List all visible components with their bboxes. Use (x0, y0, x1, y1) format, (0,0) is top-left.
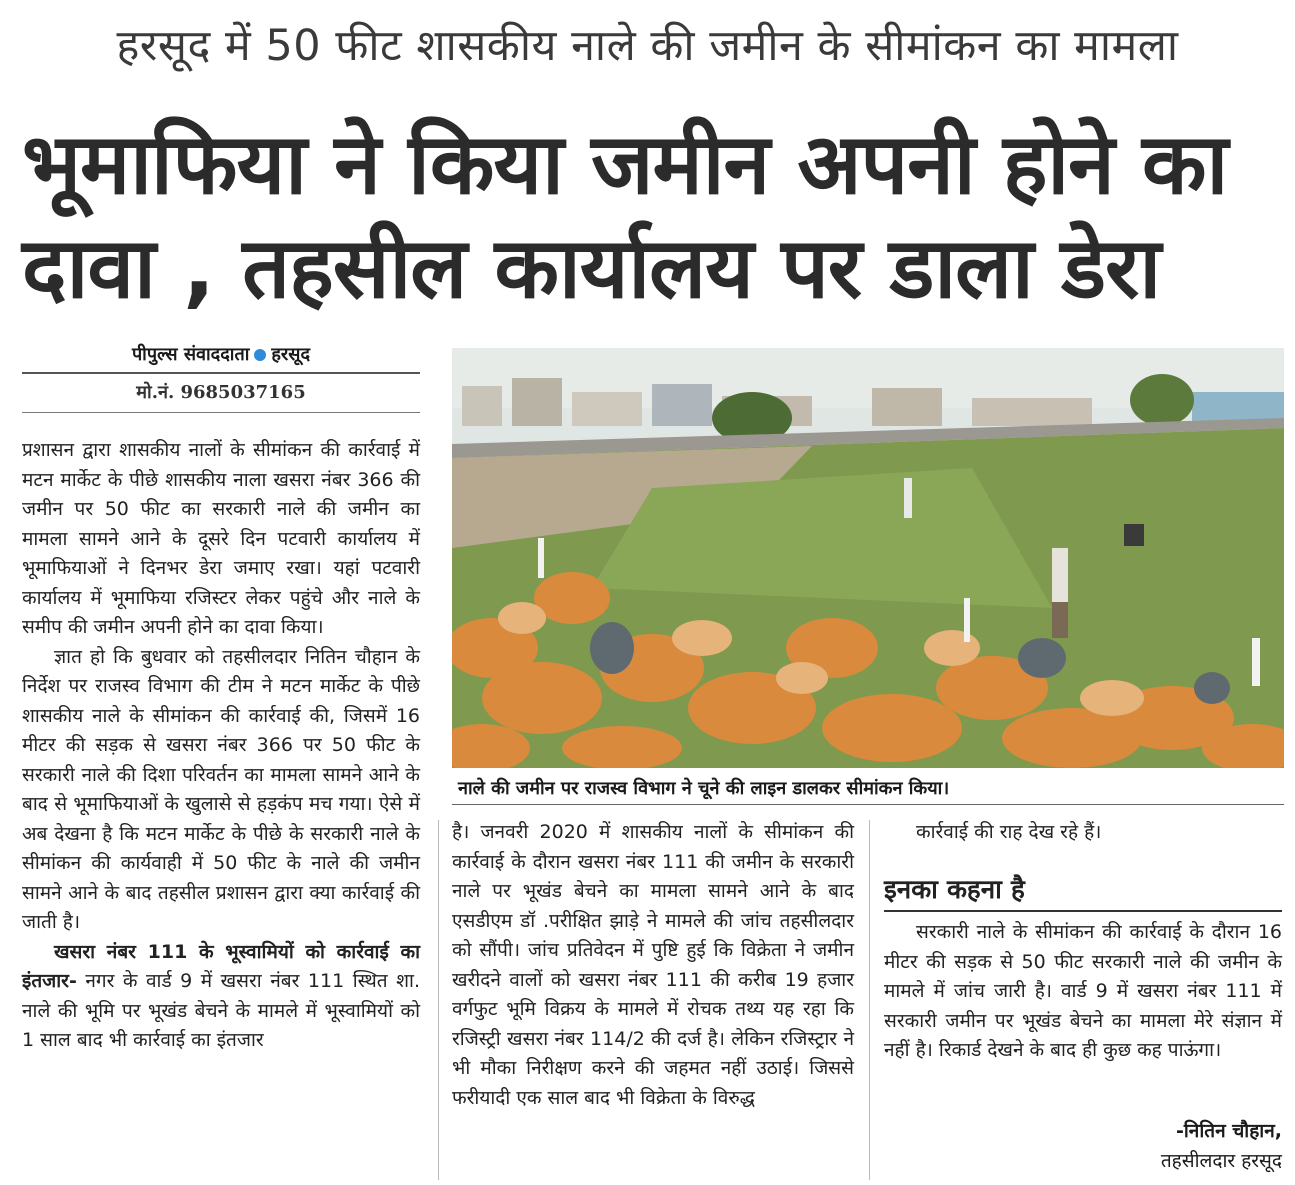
article-column-2 (452, 818, 854, 1113)
paragraph-text: नगर के वार्ड 9 में खसरा नंबर 111 स्थित शा. नाले की भूमि पर भूखंड बेचने के मामले में भूस्वामियों को 1 साल बाद भी कार्रवाई का इंतजार (22, 970, 420, 1051)
headline-line-2: दावा , तहसील कार्यालय पर डाला डेरा (22, 219, 1161, 317)
paragraph: कार्रवाई की राह देख रहे हैं। (916, 821, 1102, 843)
article-column-1 (22, 436, 420, 1056)
headline-line-1: भूमाफिया ने किया जमीन अपनी होने का (22, 115, 1228, 213)
quote-signature-title: तहसीलदार हरसूद (1160, 1150, 1282, 1172)
paragraph: है। जनवरी 2020 में शासकीय नालों के सीमांकन की कार्रवाई के दौरान खसरा नंबर 111 की जमीन के सरकारी नाले पर भूखंड बेचने का मामला सामने आने के बाद एसडीएम डॉ .परीक्षित झाड़े ने मामले की जांच तहसीलदार को सौंपी। जांच प्रतिवेदन में पुष्टि हुई कि विक्रेता ने जमीन खरीदने वालों को खसरा नंबर 111 की करीब 19 हजार वर्गफुट भूमि विक्रय के मामले में रोचक तथ्य यह रहा कि रजिस्ट्री खसरा नंबर 114/2 की दर्ज है। लेकिन रजिस्ट्रार ने भी मौका निरीक्षण करने की जहमत नहीं उठाई। जिससे फरीयादी एक साल बाद भी विक्रेता के विरुद्ध (452, 821, 854, 1109)
field-with-rocks-photo (452, 348, 1284, 768)
reporter-name: पीपुल्स संवाददाता (131, 344, 250, 365)
quote-text: सरकारी नाले के सीमांकन की कार्रवाई के दौरान 16 मीटर की सड़क से 50 फीट सरकारी नाले की जमीन के मामले में जांच जारी है। वार्ड 9 में खसरा नंबर 111 में सरकारी जमीन पर भूखंड बेचने का मामला मेरे संज्ञान में नहीं है। रिकार्ड देखने के बाद ही कुछ कह पाऊंगा। (884, 921, 1282, 1061)
inline-subhead: खसरा नंबर 111 के भूस्वामियों को कार्रवाई का इंतजार- (22, 940, 420, 992)
kicker-headline: हरसूद में 50 फीट शासकीय नाले की जमीन के सीमांकन का मामला (116, 21, 1179, 71)
reporter-phone: मो.नं. 9685037165 (136, 382, 306, 403)
main-headline (22, 112, 1282, 320)
paragraph: ज्ञात हो कि बुधवार को तहसीलदार नितिन चौहान के निर्देश पर राजस्व विभाग की टीम ने मटन मार्केट के पीछे शासकीय नाले के सीमांकन की कार्रवाई की, जिसमें 16 मीटर की सड़क से खसरा नंबर 366 पर 50 फीट के सरकारी नाले की दिशा परिवर्तन का मामला सामने आने के बाद से भूमाफियाओं के खुलासे से हड़कंप मच गया। ऐसे में अब देखना है कि मटन मार्केट के पीछे के सरकारी नाले के सीमांकन की कार्यवाही में 50 फीट के नाले की जमीन सामने आने के बाद तहसील प्रशासन द्वारा क्या कार्रवाई की जाती है। (22, 645, 420, 933)
column-divider (869, 820, 870, 1180)
quote-signature-name: -नितिन चौहान, (1175, 1120, 1282, 1142)
official-quote (884, 918, 1282, 1066)
paragraph: प्रशासन द्वारा शासकीय नालों के सीमांकन की कार्रवाई में मटन मार्केट के पीछे शासकीय नाला खसरा नंबर 366 की जमीन पर 50 फीट का सरकारी नाले की जमीन का मामला सामने आने के दूसरे दिन पटवारी कार्यालय में भूमाफियाओं ने दिनभर डेरा जमाए रखा। यहां पटवारी कार्यालय में भूमाफिया रजिस्टर लेकर पहुंचे और नाले के समीप की जमीन अपनी होने का दावा किया। (22, 439, 420, 638)
byline-rule (22, 372, 420, 374)
byline (22, 342, 420, 366)
caption-rule (452, 804, 1284, 805)
bullet-dot-icon (254, 349, 266, 361)
quote-box-rule (884, 910, 1282, 912)
quote-box-title: इनका कहना है (884, 875, 1025, 905)
article-column-3 (884, 818, 1282, 858)
photo-caption: नाले की जमीन पर राजस्व विभाग ने चूने की लाइन डालकर सीमांकन किया। (458, 778, 950, 799)
phone-rule (22, 412, 420, 413)
dateline-place: हरसूद (271, 344, 311, 365)
news-photo (452, 348, 1284, 768)
paragraph (22, 938, 420, 1056)
column-divider (438, 820, 439, 1180)
